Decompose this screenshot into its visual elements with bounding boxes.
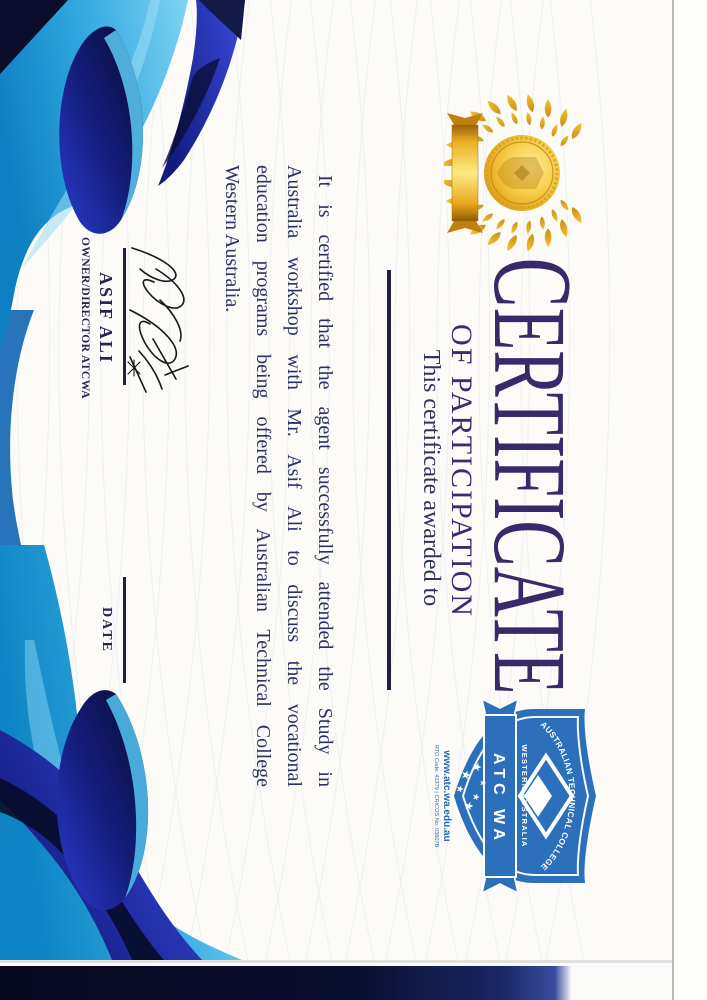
signatory-name: ASIF ALI: [96, 272, 116, 364]
body-line: Western Australia.: [221, 165, 243, 313]
scanner-dark-edge: [0, 966, 572, 1000]
body-line: Australia workshop with Mr. Asif Ali to discuss the vocational: [283, 165, 305, 787]
certificate-title: CERTIFICATE: [470, 257, 594, 695]
body-line: education programs being offered by Australian Technical College: [252, 165, 274, 787]
badge-banner-label: ATC WA: [490, 753, 507, 845]
badge-banner: [482, 699, 518, 893]
scanner-background: [672, 0, 707, 1000]
signature-graphic: [120, 238, 196, 398]
badge-website: www.atc.wa.edu.au: [441, 750, 452, 842]
badge-codes: RTO Code: 41379 | CRICOS No: 03607B: [433, 744, 439, 848]
awardee-name-line: [387, 270, 391, 690]
certificate-body: [216, 165, 340, 787]
page-edge-shadow: [0, 960, 672, 963]
certificate-subtitle: OF PARTICIPATION: [445, 324, 478, 618]
date-label: DATE: [99, 607, 114, 653]
atc-wa-badge: [430, 695, 602, 897]
badge-arc-label: AUSTRALIAN TECHNICAL COLLEGE: [538, 719, 578, 873]
body-line: It is certified that the agent successfully attended the Study in: [314, 175, 336, 787]
date-line: [123, 577, 126, 683]
signature-line: [123, 248, 126, 385]
signatory-role: OWNER/DIRECTOR ATCWA: [79, 237, 91, 399]
awarded-to-label: This certificate awarded to: [418, 349, 444, 607]
badge-region-label: WESTERN AUSTRALIA: [520, 744, 529, 848]
